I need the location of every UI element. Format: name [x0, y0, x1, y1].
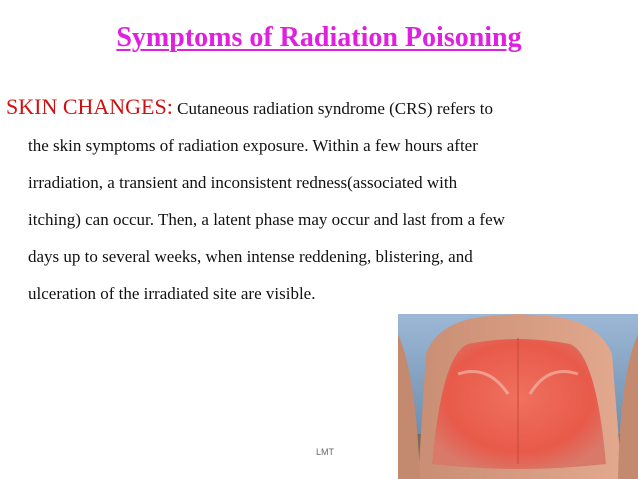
- body-line-1: [6, 88, 624, 127]
- body-line-4: itching) can occur. Then, a latent phase may occur and last from a few: [28, 210, 505, 229]
- body-line-1-text: Cutaneous radiation syndrome (CRS) refers to: [172, 99, 493, 118]
- footer-label: LMT: [316, 447, 334, 457]
- body-line-3: irradiation, a transient and inconsistent redness(associated with: [28, 173, 458, 192]
- body-line-2: the skin symptoms of radiation exposure. Within a few hours after: [28, 136, 478, 155]
- body-line-6: ulceration of the irradiated site are visible.: [28, 284, 316, 303]
- photo-illustration: [398, 314, 638, 479]
- body-text: [6, 88, 624, 312]
- section-label: SKIN CHANGES: [6, 94, 167, 119]
- slide-title: Symptoms of Radiation Poisoning: [116, 22, 522, 53]
- body-line-5: days up to several weeks, when intense reddening, blistering, and: [28, 247, 473, 266]
- section-label-colon: :: [166, 94, 173, 119]
- sunburned-back-photo: [398, 314, 638, 479]
